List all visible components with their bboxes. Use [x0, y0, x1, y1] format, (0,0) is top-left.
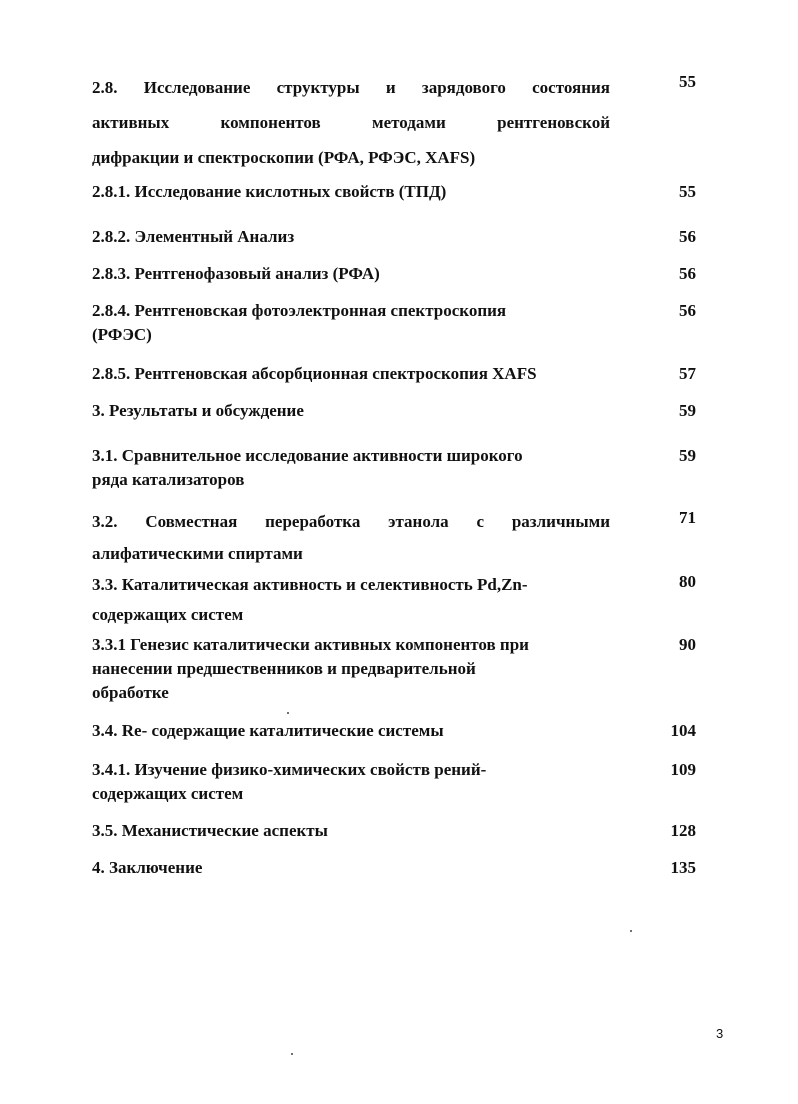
- toc-entry-line: 3. Результаты и обсуждение: [92, 401, 304, 420]
- toc-entry-line: 4. Заключение: [92, 858, 203, 877]
- toc-entry-page: 71: [679, 508, 696, 527]
- toc-entry-line: активных компонентов методами рентгеновской: [92, 113, 610, 132]
- toc-entry-page: 128: [670, 821, 696, 840]
- toc-entry-page: 90: [679, 635, 696, 654]
- scan-speck: [630, 930, 632, 932]
- toc-entry-line: 2.8.3. Рентгенофазовый анализ (РФА): [92, 264, 380, 283]
- toc-entry-line: (РФЭС): [92, 325, 152, 344]
- toc-entry-title: [92, 570, 610, 630]
- toc-entry-line: ряда катализаторов: [92, 470, 245, 489]
- toc-entry-title: [92, 758, 610, 806]
- toc-entry-title: [92, 299, 632, 347]
- toc-entry-line: дифракции и спектроскопии (РФА, РФЭС, XAFS): [92, 148, 476, 167]
- toc-entry-page: 56: [679, 301, 696, 320]
- toc-entry-line: 3.4.1. Изучение физико-химических свойств рений-: [92, 760, 487, 779]
- toc-entry-page: 80: [679, 572, 696, 591]
- page-number: 3: [716, 1026, 724, 1041]
- scan-speck: [287, 712, 289, 714]
- toc-entry-title: [92, 506, 610, 570]
- toc-entry-line: 3.3. Каталитическая активность и селективность Pd,Zn-: [92, 575, 528, 594]
- toc-entry-page: 59: [679, 401, 696, 420]
- toc-entry-title: [92, 719, 610, 743]
- toc-entry-title: [92, 70, 610, 175]
- toc-entry-page: 135: [670, 858, 696, 877]
- toc-entry-title: [92, 856, 610, 880]
- toc-entry-page: 104: [670, 721, 696, 740]
- toc-entry-line: обработке: [92, 683, 169, 702]
- toc-entry-title: [92, 633, 632, 705]
- toc-entry-title: [92, 362, 632, 386]
- toc-entry-page: 56: [679, 264, 696, 283]
- toc-entry-page: 55: [679, 72, 696, 91]
- scan-speck: [291, 1053, 293, 1055]
- toc-entry-line: 3.5. Механистические аспекты: [92, 821, 328, 840]
- toc-entry-line: содержащих систем: [92, 784, 244, 803]
- toc-entry-page: 109: [670, 760, 696, 779]
- toc-entry-title: [92, 819, 610, 843]
- toc-entry-line: 3.2. Совместная переработка этанола с различными: [92, 512, 610, 531]
- toc-entry-line: 2.8.4. Рентгеновская фотоэлектронная спектроскопия: [92, 301, 507, 320]
- toc-entry-line: 2.8.1. Исследование кислотных свойств (ТПД): [92, 182, 447, 201]
- toc-entry-page: 59: [679, 446, 696, 465]
- toc-entry-line: 3.1. Сравнительное исследование активности широкого: [92, 446, 523, 465]
- toc-entry-line: 2.8.5. Рентгеновская абсорбционная спектроскопия XAFS: [92, 364, 537, 383]
- toc-entry-title: [92, 262, 610, 286]
- toc-entry-line: 3.3.1 Генезис каталитически активных компонентов при: [92, 635, 529, 654]
- toc-entry-line: 2.8. Исследование структуры и зарядового состояния: [92, 78, 610, 97]
- toc-entry-page: 56: [679, 227, 696, 246]
- toc-entry-title: [92, 444, 610, 492]
- toc-entry-title: [92, 399, 610, 423]
- toc-entry-page: 55: [679, 182, 696, 201]
- toc-entry-line: содержащих систем: [92, 605, 244, 624]
- toc-entry-title: [92, 225, 610, 249]
- toc-entry-line: 3.4. Re- содержащие каталитические системы: [92, 721, 444, 740]
- toc-entry-line: 2.8.2. Элементный Анализ: [92, 227, 295, 246]
- toc-entry-page: 57: [679, 364, 696, 383]
- toc-entry-line: алифатическими спиртами: [92, 544, 303, 563]
- toc-entry-title: [92, 180, 612, 204]
- toc-entry-line: нанесении предшественников и предварительной: [92, 659, 476, 678]
